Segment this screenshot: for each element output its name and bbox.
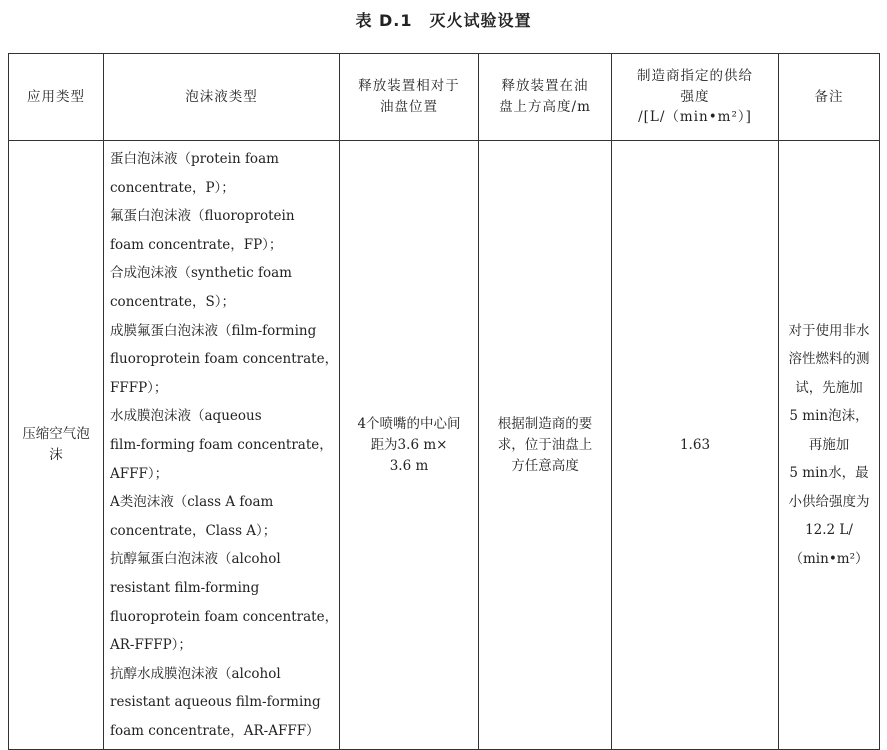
header-rate-line1: 制造商指定的供给: [637, 67, 753, 84]
foam-line: FFFP）；: [110, 379, 168, 396]
foam-line: 抗醇水成膜泡沫液（alcohol: [110, 665, 281, 682]
note-line: 5 min泡沫，: [789, 408, 869, 425]
header-device-height-line2: 盘上方高度/m: [499, 99, 591, 115]
header-application-rate: [612, 54, 779, 141]
fire-test-settings-table: [8, 53, 880, 750]
position-line3: 3.6 m: [389, 457, 429, 474]
header-device-height-line1: 释放装置在油: [501, 78, 589, 95]
position-line1: 4个喷嘴的中心间: [357, 415, 461, 432]
foam-line: concentrate，P）；: [110, 179, 235, 196]
height-line3: 方任意高度: [511, 457, 579, 474]
header-device-position-line2: 油盘位置: [380, 99, 438, 115]
foam-line: 水成膜泡沫液（aqueous: [110, 408, 262, 425]
header-application-type: 应用类型: [9, 54, 104, 141]
header-device-position: [340, 54, 479, 141]
header-remarks: 备注: [779, 54, 880, 141]
foam-line: foam concentrate，AR-AFFF）: [110, 722, 320, 739]
height-line1: 根据制造商的要: [497, 415, 593, 432]
foam-line: AFFF）；: [110, 465, 169, 482]
table-title: 表 D.1 灭火试验设置: [355, 11, 532, 30]
foam-line: 成膜氟蛋白泡沫液（film-forming: [110, 322, 317, 339]
header-rate-line3: /[L/（min•m²）]: [638, 109, 752, 126]
foam-line: fluoroprotein foam concentrate，: [110, 351, 339, 368]
cell-remarks: [779, 141, 880, 750]
cell-application-type: [9, 141, 104, 750]
foam-line: foam concentrate，FP）；: [110, 236, 283, 253]
header-device-height: [479, 54, 612, 141]
foam-line: fluoroprotein foam concentrate，: [110, 608, 339, 625]
cell-device-position: [340, 141, 479, 750]
note-line: 5 min水，最: [789, 465, 869, 482]
foam-line: 氟蛋白泡沫液（fluoroprotein: [110, 208, 295, 225]
foam-line: resistant aqueous film-forming: [110, 694, 321, 711]
foam-line: resistant film-forming: [110, 579, 260, 596]
foam-line: concentrate，S）；: [110, 293, 235, 310]
cell-application-rate: 1.63: [612, 141, 779, 750]
note-line: 小供给强度为: [788, 493, 870, 510]
header-foam-type: 泡沫液类型: [104, 54, 340, 141]
foam-line: 抗醇氟蛋白泡沫液（alcohol: [110, 551, 281, 568]
header-device-position-line1: 释放装置相对于: [358, 78, 460, 95]
foam-line: 合成泡沫液（synthetic foam: [110, 265, 292, 282]
table-row: [9, 141, 880, 750]
height-line2: 求，位于油盘上: [497, 436, 593, 453]
note-line: 试，先施加: [795, 379, 863, 396]
foam-line: A类泡沫液（class A foam: [110, 494, 274, 511]
foam-line: AR-FFFP）；: [110, 637, 192, 654]
note-line: 12.2 L/: [805, 522, 853, 539]
app-type-line1: 压缩空气泡: [22, 426, 90, 443]
cell-device-height: [479, 141, 612, 750]
foam-line: concentrate，Class A）；: [110, 522, 277, 539]
header-rate-line2: 强度: [680, 88, 710, 105]
note-line: （min•m²）: [789, 550, 869, 567]
header-row: [9, 54, 880, 141]
foam-line: 蛋白泡沫液（protein foam: [110, 151, 279, 167]
app-type-line2: 沫: [49, 447, 63, 464]
note-line: 再施加: [808, 436, 850, 453]
cell-foam-types: [104, 141, 340, 750]
foam-line: film-forming foam concentrate，: [110, 436, 333, 453]
note-line: 对于使用非水: [788, 322, 870, 339]
note-line: 溶性燃料的测: [788, 351, 870, 368]
position-line2: 距为3.6 m×: [370, 436, 448, 453]
